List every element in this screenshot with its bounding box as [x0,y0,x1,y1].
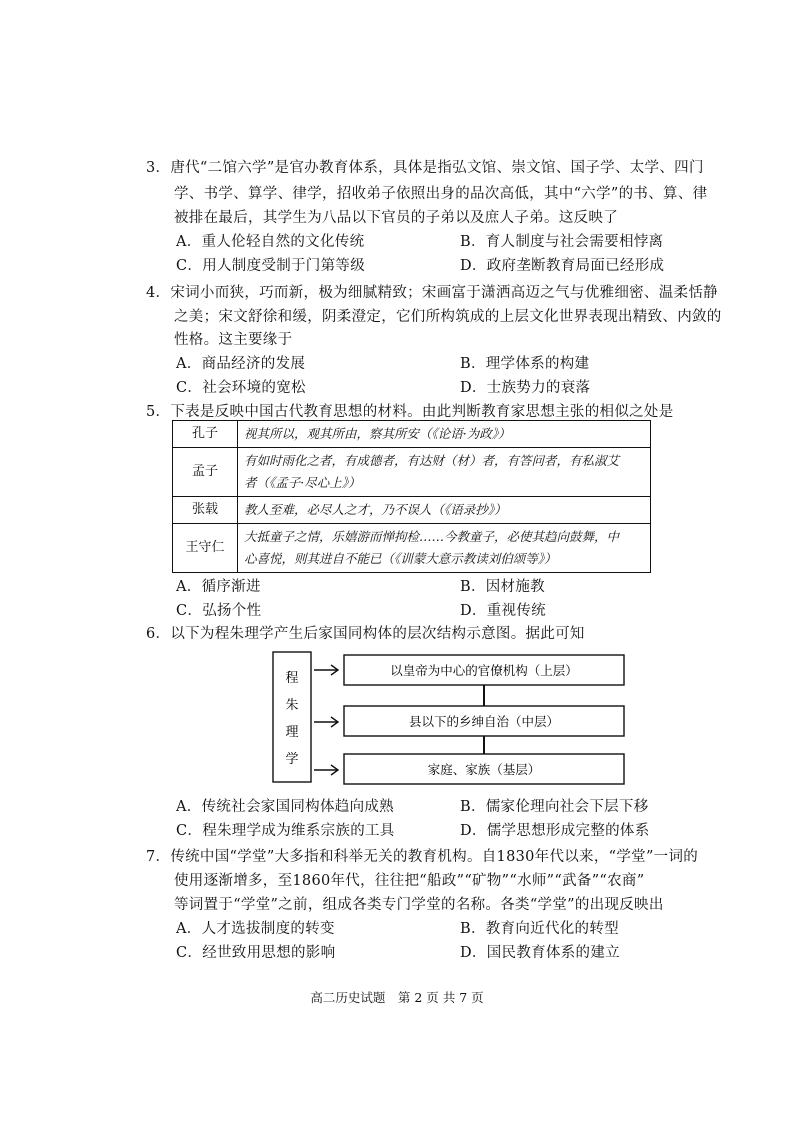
left-label-char: 学 [285,752,299,767]
educator-quote [238,497,651,524]
q4-line-2: 之美；宋文舒徐和缓，阴柔澄定，它们所构筑成的上层文化世界表现出精致、内敛的 [174,309,722,325]
q5-line-1: 5．下表是反映中国古代教育思想的材料。由此判断教育家思想主张的相似之处是 [146,404,674,420]
q6-option-c: C．程朱理学成为维系宗族的工具 [176,823,395,839]
q4-option-a: A．商品经济的发展 [176,356,306,372]
q6-option-a: A．传统社会家国同构体趋向成熟 [176,799,394,815]
box-base-label: 家庭、家族（基层） [427,762,541,777]
q7-option-b: B．教育向近代化的转型 [460,921,619,937]
q5-option-a: A．循序渐进 [176,579,261,595]
quote-line: 大抵童子之情，乐嬉游而惮拘检……今教童子，必使其趋向鼓舞，中 [244,529,620,544]
educator-quote [238,448,651,497]
q4-option-c: C．社会环境的宽松 [176,380,306,396]
quote-line: 心喜悦，则其进自不能已（《训蒙大意示教读刘伯颂等》） [244,551,557,566]
q3-line-1: 3．唐代“二馆六学”是官办教育体系，具体是指弘文馆、崇文馆、国子学、太学、四门 [146,160,704,176]
quote-line: 视其所以，观其所由，察其所安（《论语·为政》） [244,426,511,441]
q6-option-d: D．儒学思想形成完整的体系 [460,823,650,839]
q5-option-c: C．弘扬个性 [176,603,262,619]
table-row [173,448,651,497]
q3-line-3: 被排在最后，其学生为八品以下官员的子弟以及庶人子弟。这反映了 [174,210,618,226]
arrow-bottom [314,765,338,775]
educator-name: 张载 [173,497,238,524]
left-label-char: 理 [285,725,299,740]
table-row [173,421,651,448]
q4-line-1: 4．宋词小而狭，巧而新，极为细腻精致；宋画富于潇洒高迈之气与优雅细密、温柔恬静 [146,285,718,301]
educator-name: 王守仁 [173,524,238,573]
page-footer: 高二历史试题 第 2 页 共 7 页 [310,990,484,1005]
educator-table [172,420,651,573]
q6-line-1: 6．以下为程朱理学产生后家国同构体的层次结构示意图。据此可知 [146,626,585,642]
educator-name: 孟子 [173,448,238,497]
q7-option-d: D．国民教育体系的建立 [460,945,620,961]
q7-line-1: 7．传统中国“学堂”大多指和科举无关的教育机构。自1830年代以来，“学堂”一词的 [146,849,699,865]
q5-option-d: D．重视传统 [460,603,546,619]
q3-option-b: B．育人制度与社会需要相悖离 [460,234,664,250]
hierarchy-diagram [270,650,630,786]
quote-line: 者（《孟子·尽心上》） [244,475,361,490]
q7-option-c: C．经世致用思想的影响 [176,945,336,961]
q3-option-a: A．重人伦轻自然的文化传统 [176,234,365,250]
q7-line-3: 等词置于“学堂”之前，组成各类专门学堂的名称。各类“学堂”的出现反映出 [174,897,664,913]
quote-line: 教人至难，必尽人之才，乃不误人（《语录抄》） [244,502,507,517]
quote-line: 有如时雨化之者，有成德者，有达财（材）者，有答问者，有私淑艾 [244,453,620,468]
educator-quote [238,524,651,573]
q4-option-b: B．理学体系的构建 [460,356,590,372]
arrow-middle [314,717,338,727]
q5-option-b: B．因材施教 [460,579,545,595]
q6-option-b: B．儒家伦理向社会下层下移 [460,799,649,815]
q3-line-2: 学、书学、算学、律学，招收弟子依照出身的品次高低，其中“六学”的书、算、律 [174,186,708,202]
q4-option-d: D．士族势力的衰落 [460,380,591,396]
q3-option-c: C．用人制度受制于门第等级 [176,258,365,274]
q4-line-3: 性格。这主要缘于 [174,332,293,348]
arrow-top [314,665,338,675]
educator-quote [238,421,651,448]
table-row [173,497,651,524]
educator-name: 孔子 [173,421,238,448]
q3-option-d: D．政府垄断教育局面已经形成 [460,258,665,274]
box-upper-label: 以皇帝为中心的官僚机构（上层） [390,663,578,678]
q7-option-a: A．人才选拔制度的转变 [176,921,335,937]
left-label-char: 朱 [285,698,299,713]
box-middle-label: 县以下的乡绅自治（中层） [408,714,560,729]
table-row [173,524,651,573]
q7-line-2: 使用逐渐增多，至1860年代，往往把“船政”“矿物”“水师”“武备”“农商” [174,873,645,889]
left-label-char: 程 [285,671,299,686]
